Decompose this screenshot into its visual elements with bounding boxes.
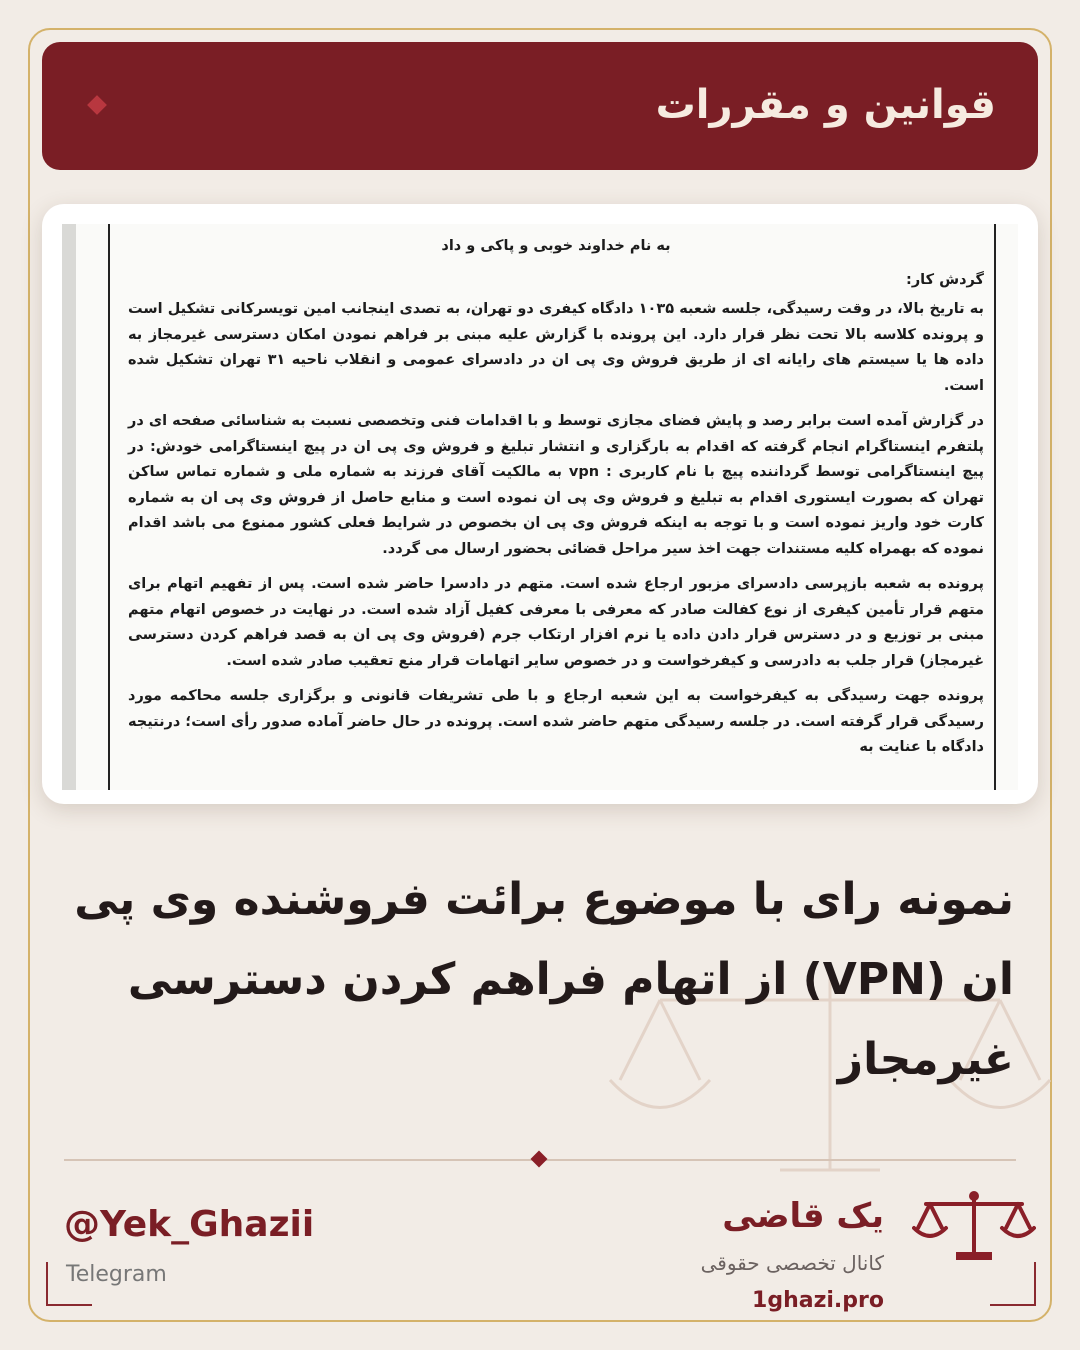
document-heading: به نام خداوند خوبی و پاکی و داد: [441, 238, 671, 254]
document-paragraph: در گزارش آمده است برابر رصد و پایش فضای مجازی توسط و با اقدامات فنی وتخصصی نسبت به شناسائی صفحه ای در پلتفرم اینستاگرام انجام گرفته که اقدام به بارگزاری و انتشار تبلیغ و فروش وی پی ان در پیچ اینستاگرامی خودش: در پیچ اینستاگرامی توسط گرداننده پیچ با نام کاربری : vpn به مالکیت آقای فرزند به شماره ملی و شماره تماس ساکن تهران که بصورت ایستوری اقدام به تبلیغ و فروش وی پی ان نموده است و منابع حاصل از فروش وی پی ان به شماره کارت خود واریز نموده است و با توجه به اینکه فروش وی پی ان بخصوص در شرایط فعلی کشور ممنوع می باشد اقدام نموده که بهمراه کلیه مستندات جهت اخذ سیر مراحل قضائی بحضور ارسال می گردد.: [128, 413, 985, 557]
document-paragraph: پرونده جهت رسیدگی به کیفرخواست به این شعبه ارجاع و با طی تشریفات قانونی و برگزاری جلسه محاکمه مورد رسیدگی قرار گرفته است. در جلسه رسیدگی متهم حاضر شده است. پرونده در حال حاضر آماده صدور رأی است؛ درنتیجه دادگاه با عنایت به: [128, 688, 984, 755]
corner-ornament-right: [990, 1262, 1036, 1306]
header-title: قوانین و مقررات: [655, 82, 996, 128]
scales-of-justice-icon: [912, 1188, 1036, 1268]
document-label: گردش کار:: [906, 271, 984, 288]
document-paragraph: به تاریخ بالا، در وقت رسیدگی، جلسه شعبه ۱۰۳۵ دادگاه کیفری دو تهران، به تصدی اینجانب امین تویسرکانی تشکیل است و پرونده کلاسه بالا تحت نظر قرار دارد. این پرونده با گزارش علیه مبنی بر فراهم نمودن امکان دسترسی غیرمجاز به داده ها یا سیستم های رایانه ای از طریق فروش وی پی ان در دادسرای عمومی و انقلاب ناحیه ۳۱ تهران تشکیل شده است.: [128, 301, 985, 394]
main-title: نمونه رای با موضوع برائت فروشنده وی پی ان (VPN) از اتهام فراهم کردن دسترسی غیرمجاز: [74, 874, 1014, 1085]
scanned-document: [62, 224, 1018, 790]
diamond-icon: [87, 95, 107, 115]
document-text: [128, 234, 984, 771]
platform-label: Telegram: [66, 1262, 167, 1287]
margin-rule-right: [994, 224, 996, 790]
brand-url[interactable]: 1ghazi.pro: [752, 1288, 884, 1313]
document-paragraph: پرونده به شعبه بازپرسی دادسرای مزبور ارجاع شده است. متهم در دادسرا حاضر شده است. پس از تفهیم اتهام برای متهم قرار تأمین کیفری از نوع کفالت صادر که معرفی با معرفی کفیل آزاد شده است. در نهایت در خصوص اتهام متهم مبنی بر توزیع و در دسترس قرار دادن داده یا نرم افزار ارتکاب جرم (فروش وی پی ان به قصد فراهم کردن دسترسی غیرمجاز) قرار جلب به دادرسی و کیفرخواست و در خصوص سایر اتهامات قرار منع تعقیب صادر شده است.: [128, 576, 984, 669]
document-image-card: [42, 204, 1038, 804]
brand-subtitle: کانال تخصصی حقوقی: [700, 1251, 884, 1275]
header-banner: [42, 42, 1038, 170]
brand-name: یک قاضی: [722, 1196, 884, 1236]
scan-edge: [62, 224, 76, 790]
margin-rule-left: [108, 224, 110, 790]
telegram-handle[interactable]: @Yek_Ghazii: [64, 1204, 315, 1245]
